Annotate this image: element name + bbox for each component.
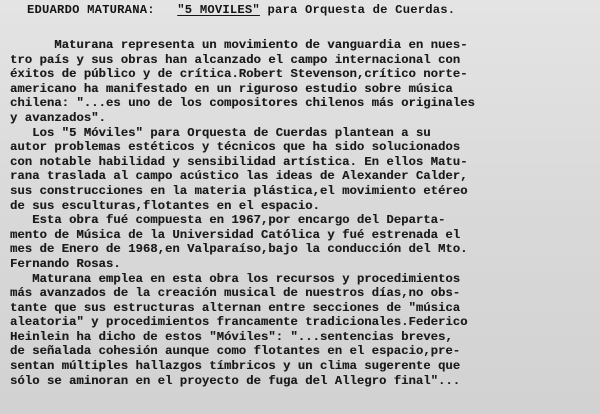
text-line: aleatoria" y procedimientos francamente tradicionales.Federico: [10, 315, 468, 330]
text-line: tante que sus estructuras alternan entre secciones de "música: [10, 300, 461, 315]
text-line: mes de Enero de 1968,en Valparaíso,bajo la conducción del Mto.: [10, 242, 468, 257]
text-line: autor problemas estéticos y técnicos que ha sido solucionados: [10, 140, 461, 155]
text-line: Maturana emplea en esta obra los recursos y procedimientos: [10, 271, 461, 286]
document-heading: [27, 3, 596, 18]
heading-author: EDUARDO MATURANA:: [27, 3, 155, 17]
text-line: Los "5 Móviles" para Orquesta de Cuerdas plantean a su: [10, 125, 431, 140]
text-line: americano ha manifestado en un riguroso estudio sobre música: [10, 81, 453, 96]
text-line: sólo se aminoran en el proyecto de fuga del Allegro final"...: [10, 373, 461, 388]
text-line: de señalada cohesión aunque como flotantes en el espacio,pre-: [10, 344, 461, 359]
text-line: sentan múltiples hallazgos tímbricos y un clima sugerente que: [10, 359, 461, 374]
text-line: Maturana representa un movimiento de vanguardia en nues-: [10, 38, 468, 52]
text-line: chilena: "...es uno de los compositores chilenos más originales: [10, 96, 475, 111]
text-line: tro país y sus obras han alcanzado el campo internacional con: [10, 52, 461, 67]
text-line: Heinlein ha dicho de estos "Móviles": "...sentencias breves,: [10, 329, 453, 344]
text-line: de sus esculturas,flotantes en el espacio.: [10, 198, 320, 213]
text-line: con notable habilidad y sensibilidad artística. En ellos Matu-: [10, 154, 468, 169]
text-line: mento de Música de la Universidad Católica y fué estrenada el: [10, 227, 461, 242]
text-line: rana traslada al campo acústico las ideas de Alexander Calder,: [10, 169, 468, 184]
text-line: Esta obra fué compuesta en 1967,por encargo del Departa-: [10, 213, 446, 228]
text-line: sus construcciones en la materia plástica,el movimiento etéreo: [10, 183, 468, 198]
text-line: más avanzados de la creación musical de nuestros días,no obs-: [10, 286, 461, 301]
text-line: y avanzados".: [10, 110, 106, 125]
heading-rest: para Orquesta de Cuerdas.: [267, 3, 456, 17]
heading-title: "5 MOVILES": [177, 3, 260, 17]
text-line: éxitos de público y de crítica.Robert Stevenson,crítico norte-: [10, 67, 468, 82]
text-line: Fernando Rosas.: [10, 256, 121, 271]
document-body: [10, 38, 596, 388]
